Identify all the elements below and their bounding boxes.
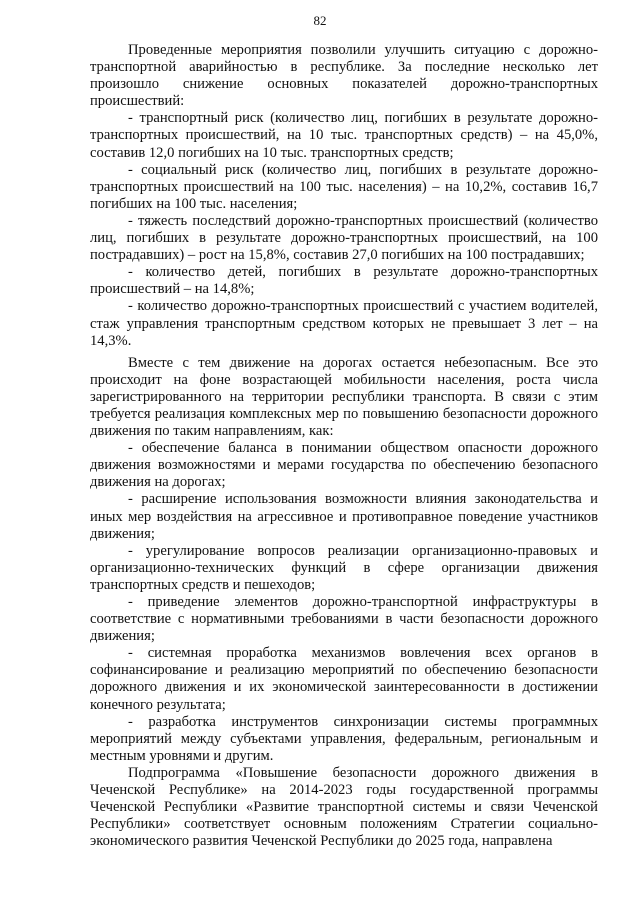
list-item-synchronization: - разработка инструментов синхронизации системы программных мероприятий между субъектами управления, федеральным, региональным и местным уровнями и другим. <box>90 713 598 764</box>
list-item-transport-risk: - транспортный риск (количество лиц, погибших в результате дорожно-транспортных происшествий, на 10 тыс. транспортных средств) – на 45,0%, составив 12,0 погибших на 10 тыс. транспортных средств; <box>90 110 598 161</box>
measures-paragraph: Вместе с тем движение на дорогах остается небезопасным. Все это происходит на фоне возрастающей мобильности населения, роста числа зарегистрированного на территории республики транспорта. В связи с этим требуется реализация комплексных мер по повышению безопасности дорожного движения по таким направлениям, как: <box>90 354 598 440</box>
list-item-regulation: - урегулирование вопросов реализации организационно-правовых и организационно-технических функций в сфере организации движения транспортных средств и пешеходов; <box>90 542 598 593</box>
list-item-severity: - тяжесть последствий дорожно-транспортных происшествий (количество лиц, погибших в результате дорожно-транспортных происшествий, на 100 пострадавших) – рост на 15,8%, составив 27,0 погибших на 100 пострадавших; <box>90 212 598 264</box>
list-item-balance: - обеспечение баланса в понимании обществом опасности дорожного движения возможностями и мерами государства по обеспечению безопасного движения на дорогах; <box>90 440 598 491</box>
page-number: 82 <box>313 13 327 28</box>
intro-paragraph: Проведенные мероприятия позволили улучшить ситуацию с дорожно-транспортной аварийностью в республике. За последние несколько лет произошло снижение основных показателей дорожно-транспортных происшествий: <box>90 42 598 110</box>
subprogram-paragraph: Подпрограмма «Повышение безопасности дорожного движения в Чеченской Республике» на 2014-2023 годы государственной программы Чеченской Республики «Развитие транспортной системы и связи Чеченской Республики» соответствует основным положениям Стратегии социально-экономического развития Чеченской Республики до 2025 года, направлена <box>90 764 598 850</box>
list-item-social-risk: - социальный риск (количество лиц, погибших в результате дорожно-транспортных происшествий на 100 тыс. населения) – на 10,2%, составив 16,7 погибших на 100 тыс. населения; <box>90 161 598 212</box>
page-body <box>90 42 598 850</box>
list-item-legislation: - расширение использования возможности влияния законодательства и иных мер воздействия на агрессивное и противоправное поведение участников движения; <box>90 491 598 542</box>
list-item-children: - количество детей, погибших в результате дорожно-транспортных происшествий – на 14,8%; <box>90 264 598 298</box>
list-item-drivers: - количество дорожно-транспортных происшествий с участием водителей, стаж управления транспортным средством которых не превышает 3 лет – на 14,3%. <box>90 298 598 349</box>
list-item-infrastructure: - приведение элементов дорожно-транспортной инфраструктуры в соответствие с нормативными требованиями в части безопасности дорожного движения; <box>90 594 598 645</box>
list-item-cofinancing: - системная проработка механизмов вовлечения всех органов в софинансирование и реализацию мероприятий по обеспечению безопасности дорожного движения и их экономической заинтересованности в достижении конечного результата; <box>90 645 598 713</box>
